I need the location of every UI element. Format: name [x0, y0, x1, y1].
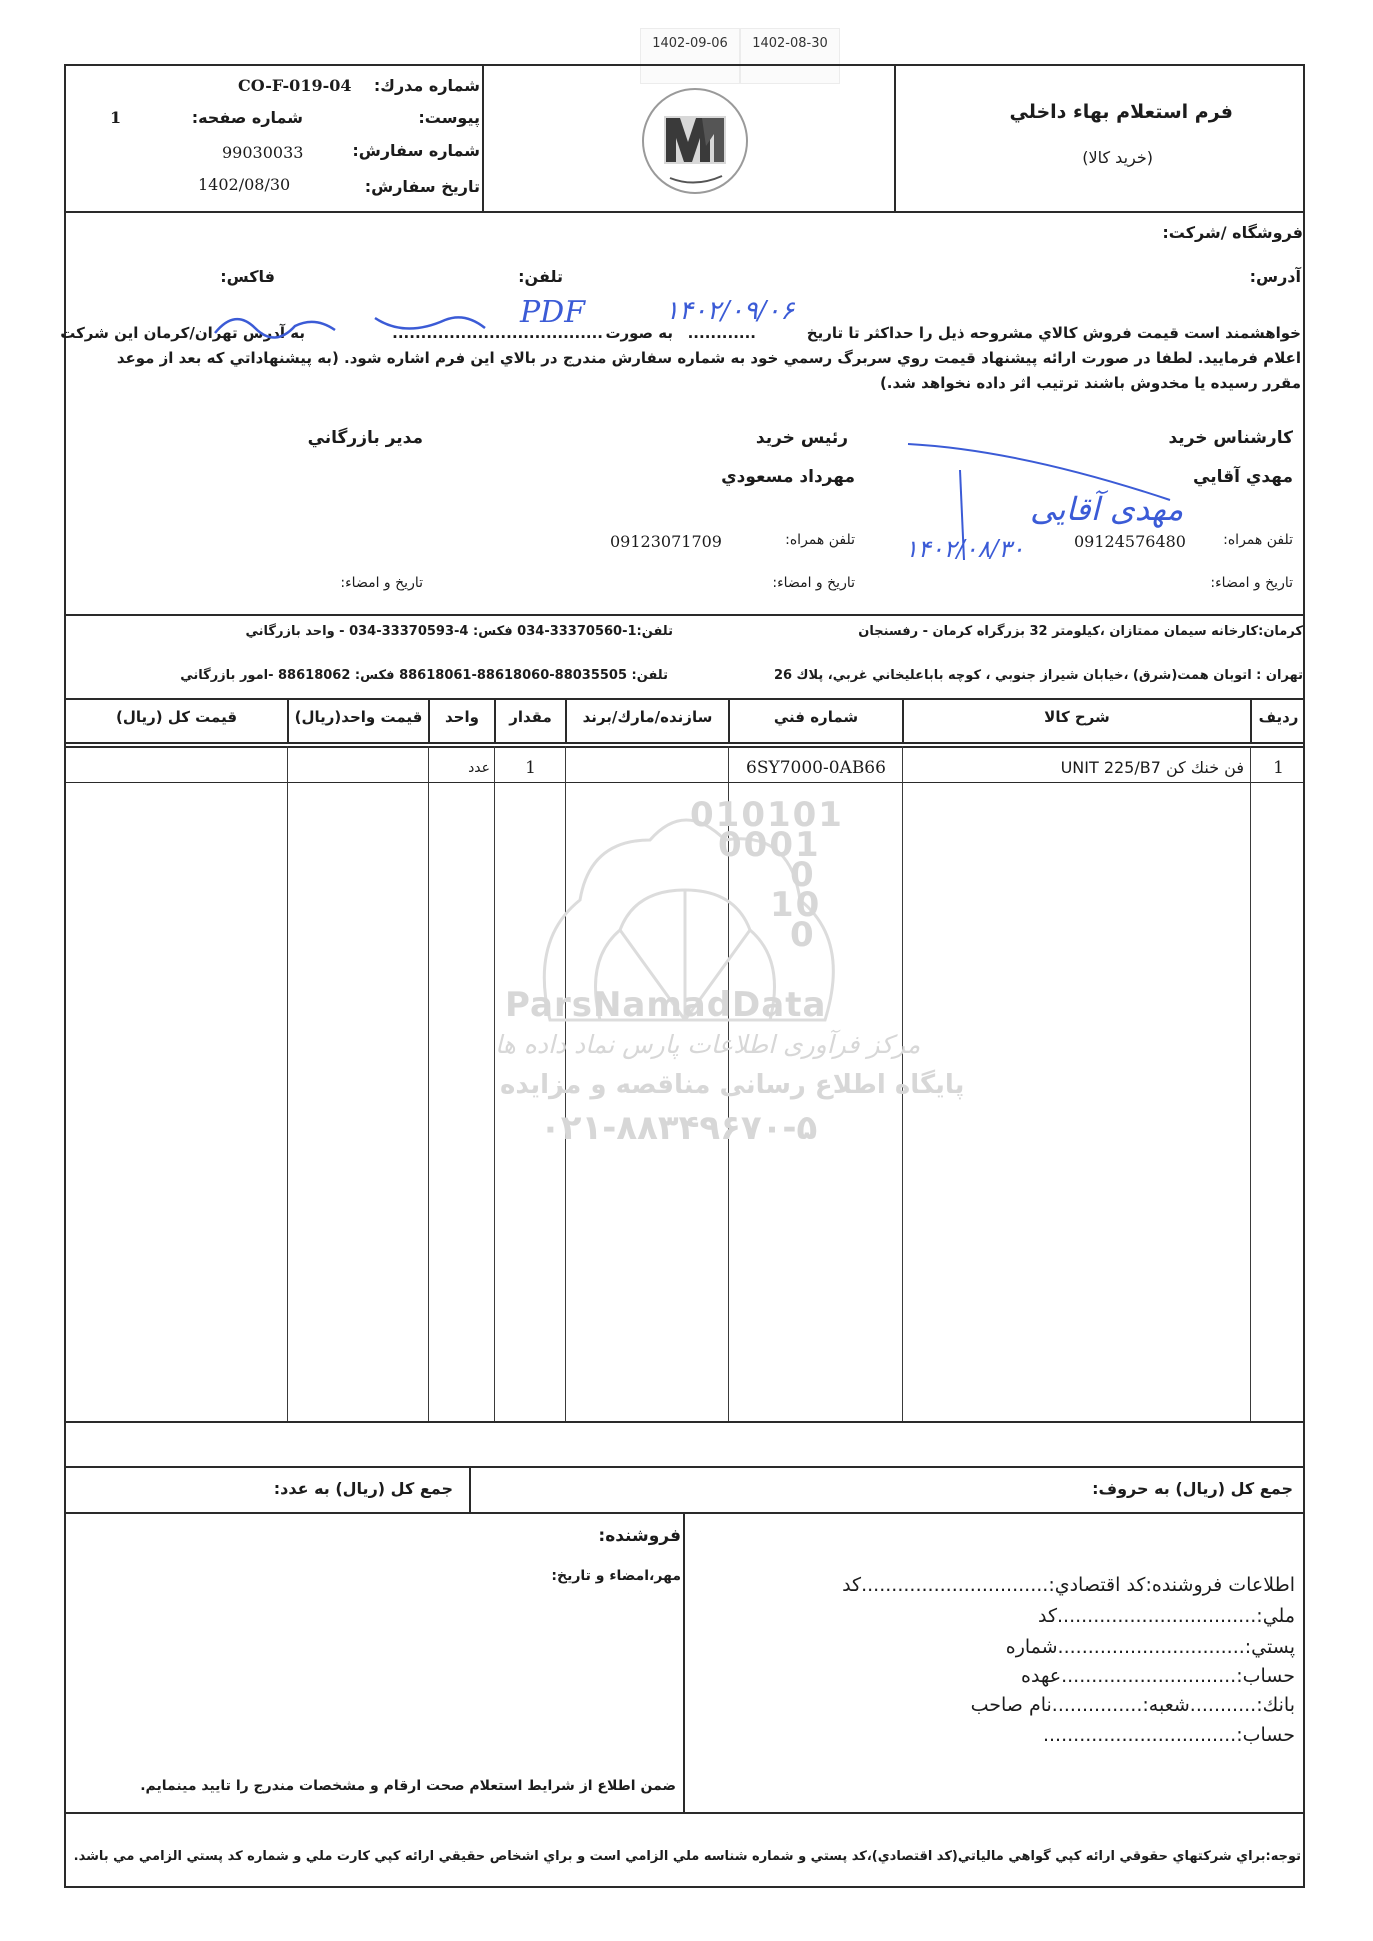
seller-stamp-label: مهر،امضاء و تاريخ:	[551, 1568, 681, 1584]
signer3-title: مدير بازرگاني	[307, 428, 423, 448]
fax-label: فاكس:	[220, 267, 275, 286]
watermark-brand: ParsNamadData	[505, 985, 827, 1025]
total-number-label: جمع كل (ريال) به عدد:	[273, 1479, 453, 1498]
row1-unit-price[interactable]	[289, 756, 428, 780]
row1-total-price[interactable]	[66, 756, 287, 780]
seller-info-line6[interactable]: حساب:................................	[1042, 1724, 1295, 1746]
signer2-name: مهرداد مسعودي	[721, 467, 855, 487]
order-date-label: تاريخ سفارش:	[364, 177, 480, 196]
tehran-phone: تلفن: 88035505-88618060-88618061 فكس: 88618062 -امور بازرگاني	[180, 668, 668, 683]
handwritten-signature-name: مهدی آقایی	[1030, 490, 1184, 528]
page-no-value: 1	[110, 108, 122, 127]
signer1-mobile-label: تلفن همراه:	[1223, 532, 1293, 548]
total-words-label: جمع كل (ريال) به حروف:	[1092, 1479, 1293, 1498]
seller-info-line4[interactable]: حساب:.............................عهده	[1021, 1665, 1295, 1687]
request-line1-dots1: ............	[687, 324, 756, 342]
signer2-sign-label: تاريخ و امضاء:	[772, 575, 855, 591]
request-line1-b: به صورت	[605, 324, 673, 342]
col-header-total-price: قيمت كل (ريال)	[115, 708, 238, 726]
page-no-label: شماره صفحه:	[191, 108, 303, 127]
doc-no-label: شماره مدرك:	[373, 76, 480, 95]
signer1-title: كارشناس خريد	[1168, 428, 1293, 448]
request-line3: مقرر رسيده يا مخدوش باشند ترتيب اثر داده نخواهد شد.)	[879, 374, 1301, 392]
row1-desc: فن خنك كن UNIT 225/B7	[1060, 758, 1244, 777]
row1-tech-no: 6SY7000-0AB66	[746, 758, 886, 778]
row1-maker	[567, 756, 728, 780]
col-header-maker: سازنده/مارك/برند	[582, 708, 713, 726]
order-no-value: 99030033	[222, 143, 304, 162]
signer2-mobile: 09123071709	[610, 532, 722, 551]
handwritten-format: PDF	[520, 295, 586, 330]
watermark-binary: 010101 0001 0 10 0	[690, 795, 844, 955]
handwritten-date: ۱۴۰۲/۰۹/۰۶	[665, 296, 795, 326]
col-header-desc: شرح كالا	[1044, 708, 1110, 726]
handwritten-scribble	[205, 298, 505, 348]
footer-note: توجه:براي شركتهاي حقوقي ارائه كپي گواهي مالياتي(كد اقتصادي)،كد پستي و شماره شناسه ملي الزامي است و براي اشخاص حقيقي ارائه كپي كارت ملي و شماره كد پستي الزامي مي باشد.	[73, 1849, 1301, 1864]
row1-qty: 1	[525, 758, 536, 778]
watermark-phone: ۰۲۱-۸۸۳۴۹۶۷۰-۵	[540, 1108, 818, 1148]
kerman-address: كرمان:كارخانه سيمان ممتازان ،كيلومتر 32 بزرگراه كرمان - رفسنجان	[858, 624, 1303, 639]
request-line1-dots2: .....................................	[392, 324, 603, 342]
seller-info-line3[interactable]: پستي:...............................شماره	[1005, 1636, 1295, 1658]
row1-index: 1	[1273, 758, 1284, 778]
company-logo	[640, 86, 750, 196]
attachment-label: پيوست:	[418, 108, 480, 127]
order-no-label: شماره سفارش:	[352, 141, 480, 160]
handwritten-signature-date: ۱۴۰۲/۰۸/۳۰	[905, 535, 1025, 563]
signer1-name: مهدي آقايي	[1193, 467, 1293, 487]
kerman-phone: تلفن:1-33370560-034 فكس: 4-33370593-034 - واحد بازرگاني	[245, 624, 673, 639]
doc-no-value: CO-F-019-04	[238, 76, 352, 95]
request-line2: اعلام فرماييد. لطفا در صورت ارائه پيشنهاد قيمت روي سربرگ رسمي خود به شماره سفارش مندرج در بالاي اين فرم اشاره شود. (به پيشنهاداتي كه بعد از موعد	[116, 349, 1301, 367]
form-subtitle: (خريد كالا)	[1082, 148, 1153, 167]
tab-date-1[interactable]: 1402-09-06	[640, 28, 740, 84]
seller-title: فروشنده:	[598, 1526, 681, 1546]
request-line1-a: خواهشمند است قيمت فروش كالاي مشروحه ذيل را حداكثر تا تاريخ	[806, 324, 1301, 342]
seller-info-line2[interactable]: ملي:.................................كد	[1037, 1605, 1295, 1627]
store-label: فروشگاه /شركت:	[1162, 223, 1303, 242]
col-header-unit-price: قيمت واحد(ريال)	[294, 708, 423, 726]
row1-unit: عدد	[468, 760, 490, 776]
col-header-unit: واحد	[445, 708, 479, 726]
signer1-mobile: 09124576480	[1074, 532, 1186, 551]
seller-confirm: ضمن اطلاع از شرايط استعلام صحت ارقام و مشخصات مندرج را تاييد مينمايم.	[140, 1778, 676, 1794]
address-label: آدرس:	[1249, 267, 1301, 286]
signer1-sign-label: تاريخ و امضاء:	[1210, 575, 1293, 591]
request-line1-c: به آدرس تهران/كرمان اين شركت	[60, 324, 305, 342]
seller-info-line5[interactable]: بانك:...........شعبه:...............نام صاحب	[970, 1694, 1295, 1716]
form-title: فرم استعلام بهاء داخلي	[1009, 101, 1233, 123]
signer2-mobile-label: تلفن همراه:	[785, 532, 855, 548]
seller-info-line1[interactable]: اطلاعات فروشنده:كد اقتصادي:...............................كد	[842, 1574, 1295, 1596]
tehran-address: تهران : اتوبان همت(شرق) ،خيابان شيراز جنوبي ، كوچه باباعليخاني غربي، پلاك 26	[773, 668, 1303, 683]
watermark-line1: مرکز فرآوری اطلاعات پارس نماد داده ها	[495, 1030, 921, 1059]
signer3-sign-label: تاريخ و امضاء:	[340, 575, 423, 591]
col-header-row: رديف	[1258, 708, 1299, 726]
watermark-line2: پایگاه اطلاع رسانی مناقصه و مزایده	[500, 1070, 965, 1100]
col-header-qty: مقدار	[509, 708, 552, 726]
col-header-tech-no: شماره فني	[773, 708, 859, 726]
signer2-title: رئيس خريد	[755, 428, 848, 448]
order-date-value: 1402/08/30	[198, 175, 291, 194]
phone-label: تلفن:	[518, 267, 563, 286]
tab-date-2[interactable]: 1402-08-30	[740, 28, 840, 84]
